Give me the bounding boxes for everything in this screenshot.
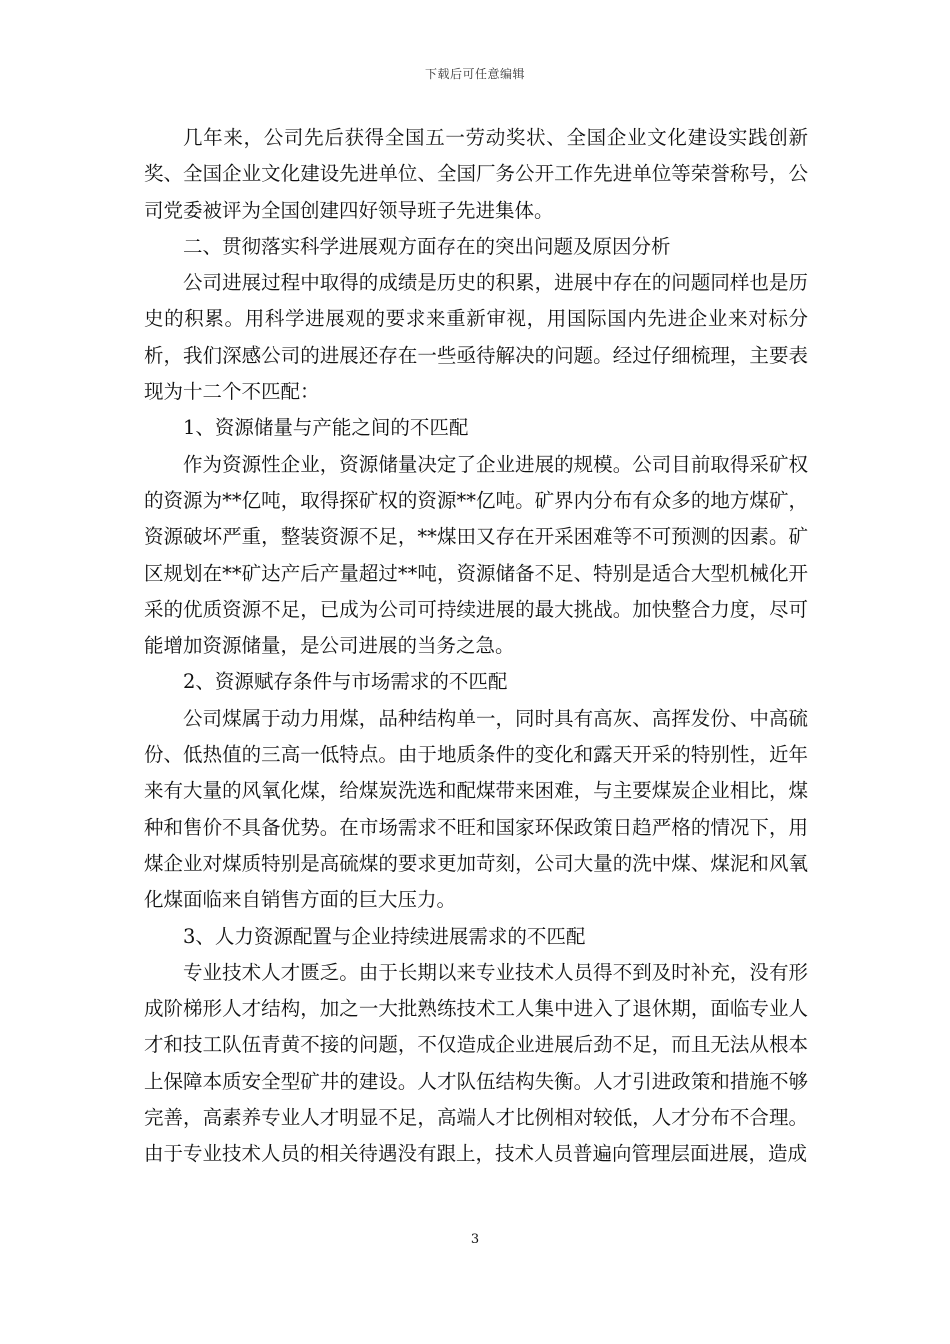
section-heading-problems: 二、贯彻落实科学进展观方面存在的突出问题及原因分析 [183, 234, 671, 258]
subheading-2: 2、资源赋存条件与市场需求的不匹配 [183, 670, 508, 694]
page-header: 下载后可任意编辑 [424, 67, 525, 81]
paragraph-resources: 作为资源性企业，资源储量决定了企业进展的规模。公司目前取得采矿权的资源为**亿吨，取得探矿权的资源**亿吨。矿界内分布有众多的地方煤矿，资源破坏严重，整装资源不足，**煤田又存在开采困难等不可预测的因素。矿区规划在**矿达产后产量超过**吨，资源储备不足、特别是适合大型机械化开采的优质资源不足，已成为公司可持续进展的最大挑战。加快整合力度，尽可能增加资源储量，是公司进展的当务之急。 [144, 452, 808, 658]
paragraph-human-resources: 专业技术人才匮乏。由于长期以来专业技术人员得不到及时补充，没有形成阶梯形人才结构，加之一大批熟练技术工人集中进入了退休期，面临专业人才和技工队伍青黄不接的问题，不仅造成企业进展后劲不足，而且无法从根本上保障本质安全型矿井的建设。人才队伍结构失衡。人才引进政策和措施不够完善，高素养专业人才明显不足，高端人才比例相对较低，人才分布不合理。由于专业技术人员的相关待遇没有跟上，技术人员普遍向管理层面进展，造成 [144, 960, 808, 1166]
paragraph-coal-quality: 公司煤属于动力用煤，品种结构单一，同时具有高灰、高挥发份、中高硫份、低热值的三高一低特点。由于地质条件的变化和露天开采的特别性，近年来有大量的风氧化煤，给煤炭洗选和配煤带来困难，与主要煤炭企业相比，煤种和售价不具备优势。在市场需求不旺和国家环保政策日趋严格的情况下，用煤企业对煤质特别是高硫煤的要求更加苛刻，公司大量的洗中煤、煤泥和风氧化煤面临来自销售方面的巨大压力。 [144, 706, 808, 912]
subheading-3: 3、人力资源配置与企业持续进展需求的不匹配 [183, 924, 586, 948]
paragraph-overview: 公司进展过程中取得的成绩是历史的积累，进展中存在的问题同样也是历史的积累。用科学进展观的要求来重新审视，用国际国内先进企业来对标分析，我们深感公司的进展还存在一些亟待解决的问题。经过仔细梳理，主要表现为十二个不匹配： [144, 271, 808, 404]
document-body [144, 120, 808, 1173]
subheading-1: 1、资源储量与产能之间的不匹配 [183, 416, 469, 440]
page-number: 3 [470, 1232, 480, 1247]
paragraph-honors: 几年来，公司先后获得全国五一劳动奖状、全国企业文化建设实践创新奖、全国企业文化建设先进单位、全国厂务公开工作先进单位等荣誉称号，公司党委被评为全国创建四好领导班子先进集体。 [144, 126, 808, 222]
